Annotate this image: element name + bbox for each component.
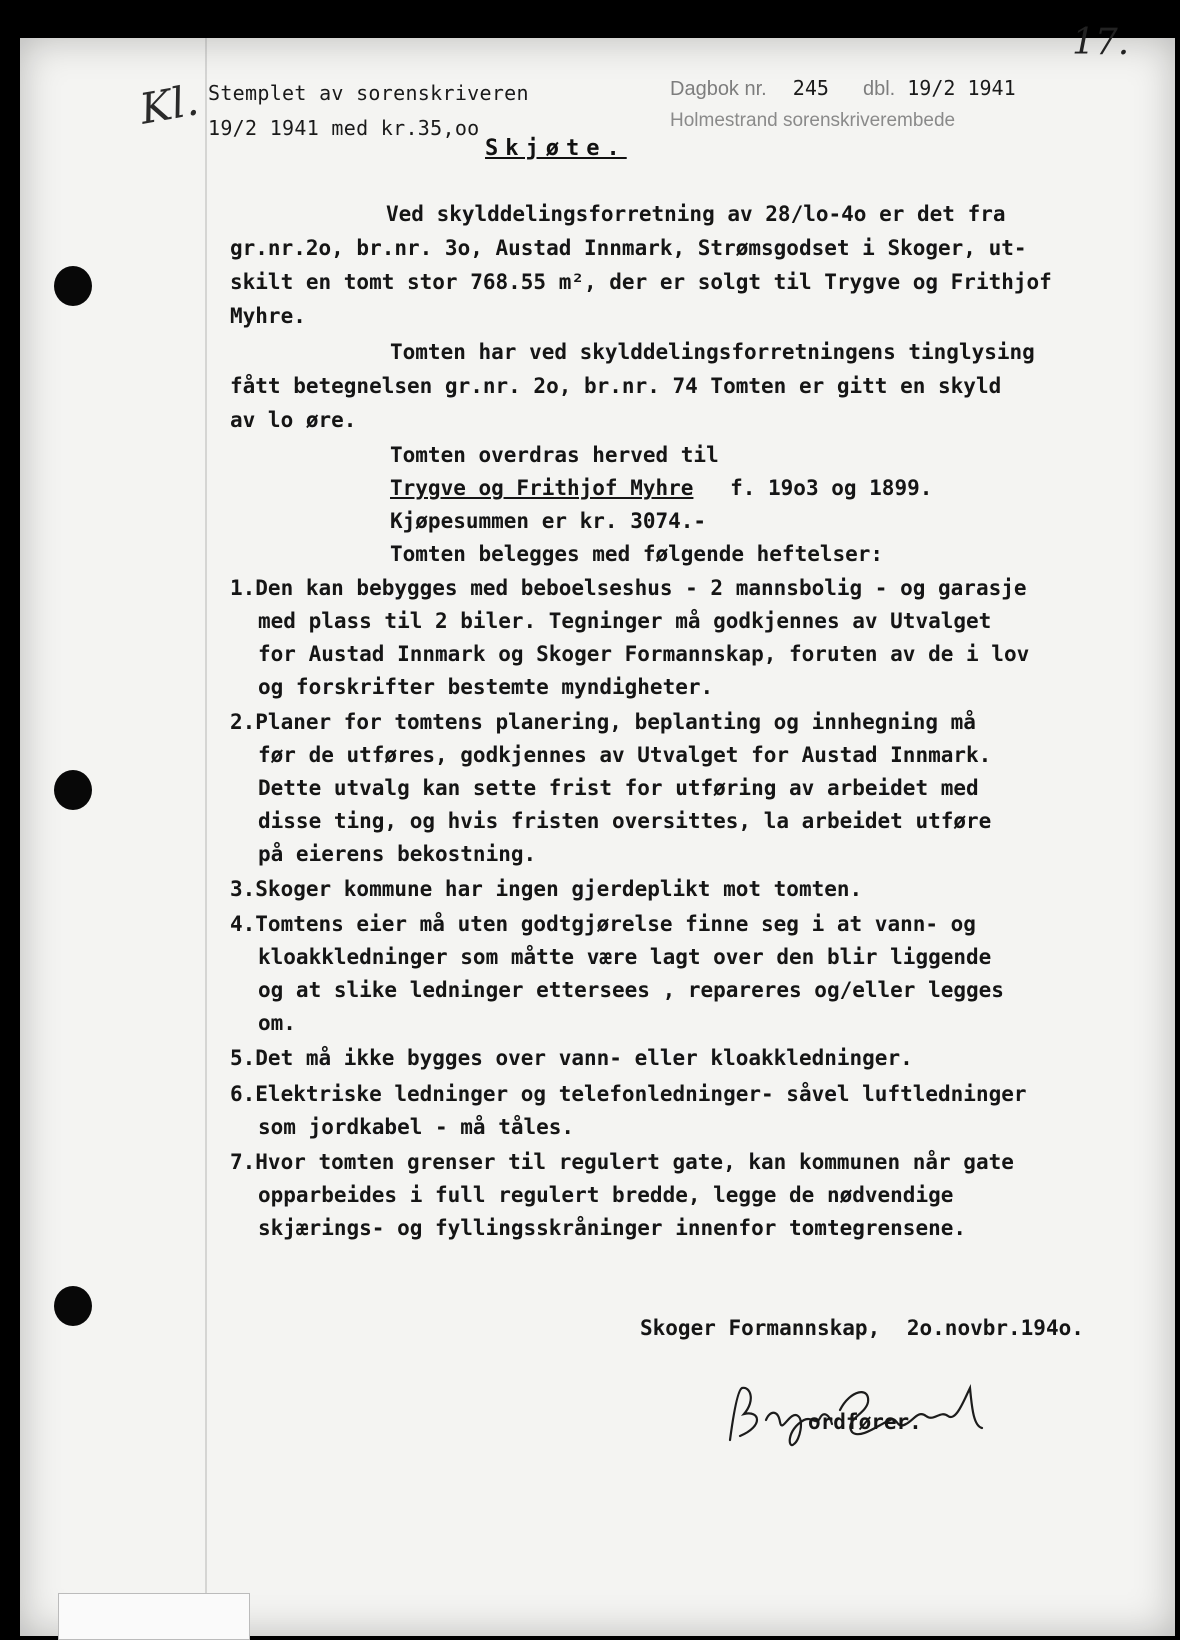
- page-number: 17.: [1072, 22, 1130, 63]
- office-name: Holmestrand sorenskriverembede: [670, 110, 956, 131]
- clause-line: om.: [258, 1011, 296, 1035]
- clause-line: med plass til 2 biler. Tegninger må godkjennes av Utvalget: [258, 609, 992, 633]
- fee-stamp: [208, 76, 529, 146]
- clause-line: 7.Hvor tomten grenser til regulert gate, kan kommunen når gate: [230, 1150, 1014, 1174]
- buyers-born: f. 19o3 og 1899.: [730, 476, 933, 500]
- dagbok-label: Dagbok nr.: [670, 78, 767, 100]
- buyers-line: [390, 476, 932, 500]
- clause-line: før de utføres, godkjennes av Utvalget for Austad Innmark.: [258, 743, 992, 767]
- clause-line: 4.Tomtens eier må uten godtgjørelse finne seg i at vann- og: [230, 912, 976, 936]
- initials: Kl.: [136, 75, 202, 134]
- clause-line: 3.Skoger kommune har ingen gjerdeplikt mot tomten.: [230, 877, 863, 901]
- document-title: Skjøte.: [485, 136, 627, 161]
- clause-line: og at slike ledninger ettersees , repareres og/eller legges: [258, 978, 1004, 1002]
- clause-line: på eierens bekostning.: [258, 842, 537, 866]
- stamp-line-2: 19/2 1941 med kr.35,oo: [208, 116, 480, 140]
- paper-tab: [58, 1593, 250, 1640]
- transfer-intro: Tomten overdras herved til: [390, 443, 719, 467]
- dagbok-number: 245: [792, 76, 829, 100]
- text-line: fått betegnelsen gr.nr. 2o, br.nr. 74 Tomten er gitt en skyld: [230, 374, 1002, 398]
- clause-line: som jordkabel - må tåles.: [258, 1115, 575, 1139]
- text-line: Ved skylddelingsforretning av 28/lo-4o er det fra: [386, 202, 1006, 226]
- punch-hole: [54, 266, 92, 306]
- punch-hole: [54, 1286, 92, 1326]
- stamp-line-1: Stemplet av sorenskriveren: [208, 81, 529, 105]
- clause-line: disse ting, og hvis fristen oversittes, la arbeidet utføre: [258, 809, 992, 833]
- clause-line: skjærings- og fyllingsskråninger innenfor tomtegrensene.: [258, 1216, 967, 1240]
- price-line: Kjøpesummen er kr. 3074.-: [390, 509, 707, 533]
- punch-hole: [54, 770, 92, 810]
- clause-line: kloakkledninger som måtte være lagt over den blir liggende: [258, 945, 992, 969]
- text-line: Tomten har ved skylddelingsforretningens tinglysing: [390, 340, 1035, 364]
- signature-role: ordfører.: [808, 1410, 922, 1434]
- text-line: skilt en tomt stor 768.55 m², der er solgt til Trygve og Frithjof: [230, 270, 1052, 294]
- margin-line: [205, 38, 207, 1636]
- text-line: Myhre.: [230, 304, 306, 328]
- clause-line: 2.Planer for tomtens planering, beplanting og innhegning må: [230, 710, 976, 734]
- clause-line: og forskrifter bestemte myndigheter.: [258, 675, 714, 699]
- clause-line: 1.Den kan bebygges med beboelseshus - 2 mannsbolig - og garasje: [230, 576, 1027, 600]
- signature-place-date: [640, 1316, 1084, 1340]
- journal-stamp: [670, 76, 1016, 101]
- signature-date: 2o.novbr.194o.: [906, 1316, 1084, 1340]
- clause-line: 6.Elektriske ledninger og telefonledninger- såvel luftledninger: [230, 1082, 1027, 1106]
- encumbrances-intro: Tomten belegges med følgende heftelser:: [390, 542, 884, 566]
- signature-place: Skoger Formannskap,: [640, 1316, 881, 1340]
- date-label: dbl.: [862, 78, 896, 100]
- date-value: 19/2 1941: [907, 76, 1016, 100]
- clause-line: 5.Det må ikke bygges over vann- eller kloakkledninger.: [230, 1046, 913, 1070]
- buyers: Trygve og Frithjof Myhre: [390, 476, 694, 500]
- text-line: av lo øre.: [230, 408, 357, 432]
- text-line: gr.nr.2o, br.nr. 3o, Austad Innmark, Strømsgodset i Skoger, ut-: [230, 236, 1027, 260]
- clause-line: for Austad Innmark og Skoger Formannskap, foruten av de i lov: [258, 642, 1030, 666]
- clause-line: opparbeides i full regulert bredde, legge de nødvendige: [258, 1183, 954, 1207]
- clause-line: Dette utvalg kan sette frist for utføring av arbeidet med: [258, 776, 979, 800]
